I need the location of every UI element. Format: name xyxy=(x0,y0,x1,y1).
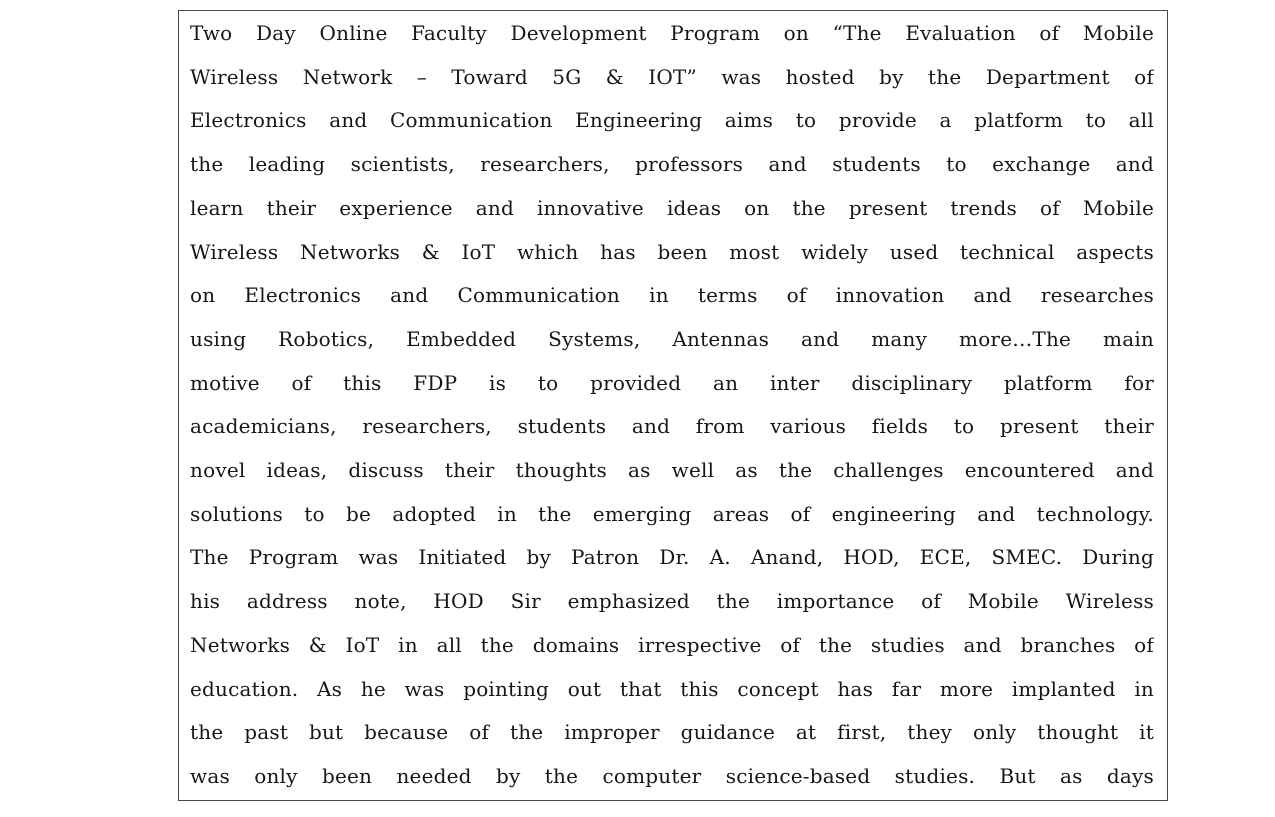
text-line: Networks & IoT in all the domains irrespective of the studies and branches of xyxy=(190,632,1154,657)
text-line: using Robotics, Embedded Systems, Antennas and many more…The main xyxy=(190,326,1154,351)
text-line: learn their experience and innovative ideas on the present trends of Mobile xyxy=(190,195,1154,220)
report-text-box xyxy=(178,10,1168,801)
text-line: Electronics and Communication Engineering aims to provide a platform to all xyxy=(190,108,1154,133)
text-line: academicians, researchers, students and from various fields to present their xyxy=(190,414,1154,439)
text-line: was only been needed by the computer science-based studies. But as days xyxy=(190,763,1154,788)
text-line: education. As he was pointing out that this concept has far more implanted in xyxy=(190,676,1154,701)
text-line: on Electronics and Communication in terms of innovation and researches xyxy=(190,283,1154,308)
text-line: The Program was Initiated by Patron Dr. A. Anand, HOD, ECE, SMEC. During xyxy=(190,545,1154,570)
text-line: his address note, HOD Sir emphasized the importance of Mobile Wireless xyxy=(190,589,1154,614)
text-line: solutions to be adopted in the emerging areas of engineering and technology. xyxy=(190,501,1154,526)
text-line: Wireless Networks & IoT which has been most widely used technical aspects xyxy=(190,239,1154,264)
text-line: the past but because of the improper guidance at first, they only thought it xyxy=(190,720,1154,745)
text-line: motive of this FDP is to provided an inter disciplinary platform for xyxy=(190,370,1154,395)
text-line: Two Day Online Faculty Development Program on “The Evaluation of Mobile xyxy=(190,21,1154,45)
text-line: novel ideas, discuss their thoughts as well as the challenges encountered and xyxy=(190,458,1154,483)
text-line: Wireless Network – Toward 5G & IOT” was hosted by the Department of xyxy=(190,64,1154,89)
text-line: the leading scientists, researchers, professors and students to exchange and xyxy=(190,152,1154,177)
report-paragraph xyxy=(190,12,1154,799)
